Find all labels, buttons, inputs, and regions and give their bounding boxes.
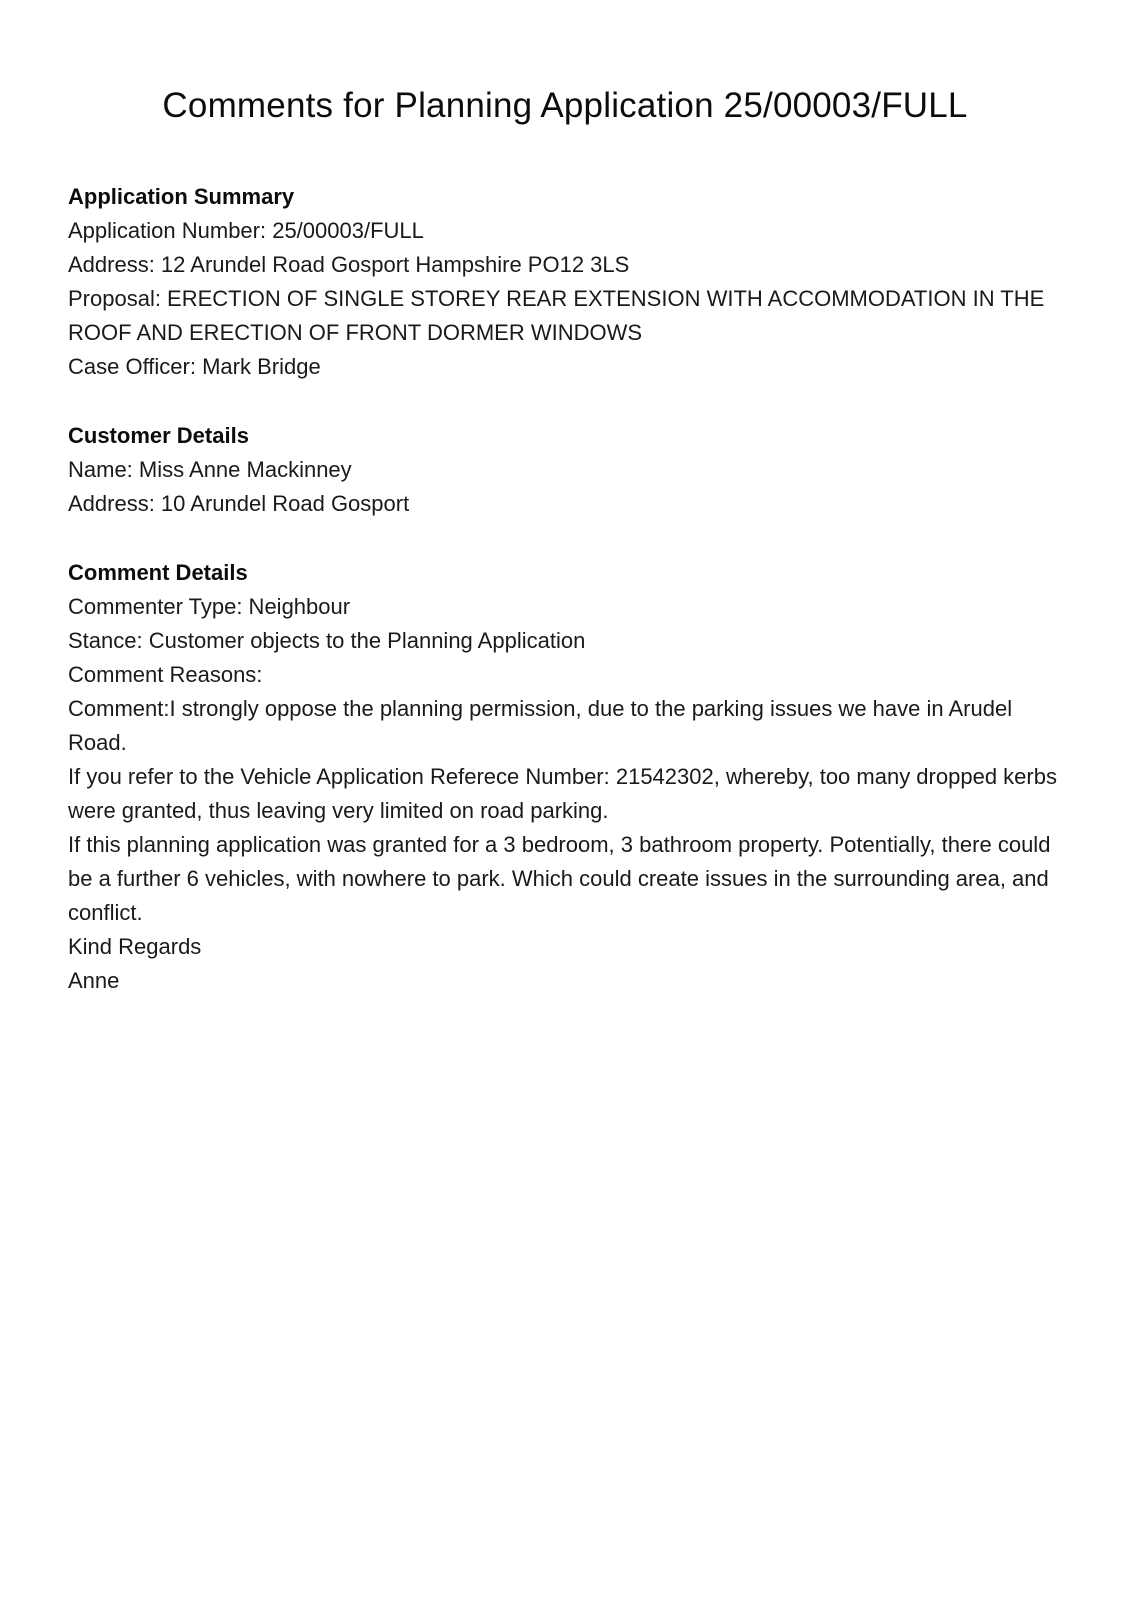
customer-details-section	[68, 419, 1058, 521]
proposal: Proposal: ERECTION OF SINGLE STOREY REAR EXTENSION WITH ACCOMMODATION IN THE ROOF AND ERECTION OF FRONT DORMER WINDOWS	[68, 286, 1045, 345]
application-summary-heading: Application Summary	[68, 184, 295, 209]
page-title: Comments for Planning Application 25/00003/FULL	[162, 86, 968, 125]
signature-name: Anne	[68, 968, 120, 993]
customer-name: Name: Miss Anne Mackinney	[68, 457, 352, 482]
comment-details-section	[68, 556, 1058, 998]
application-summary-section	[68, 180, 1058, 384]
stance: Stance: Customer objects to the Planning Application	[68, 628, 586, 653]
comment-paragraph-2: If you refer to the Vehicle Application Referece Number: 21542302, whereby, too many dropped kerbs were granted, thus leaving very limited on road parking.	[68, 764, 1057, 823]
commenter-type: Commenter Type: Neighbour	[68, 594, 351, 619]
customer-details-heading: Customer Details	[68, 423, 249, 448]
comment-paragraph-3: If this planning application was granted for a 3 bedroom, 3 bathroom property. Potentially, there could be a further 6 vehicles, with nowhere to park. Which could create issues in the surrounding area, and conflict.	[68, 832, 1051, 925]
application-address: Address: 12 Arundel Road Gosport Hampshire PO12 3LS	[68, 252, 630, 277]
comment-details-heading: Comment Details	[68, 560, 248, 585]
sign-off: Kind Regards	[68, 934, 202, 959]
customer-address: Address: 10 Arundel Road Gosport	[68, 491, 410, 516]
comment-paragraph-1: Comment:I strongly oppose the planning permission, due to the parking issues we have in Arudel Road.	[68, 696, 1013, 755]
application-number: Application Number: 25/00003/FULL	[68, 218, 424, 243]
document-body	[68, 180, 1058, 1033]
comment-reasons: Comment Reasons:	[68, 662, 263, 687]
case-officer: Case Officer: Mark Bridge	[68, 354, 321, 379]
